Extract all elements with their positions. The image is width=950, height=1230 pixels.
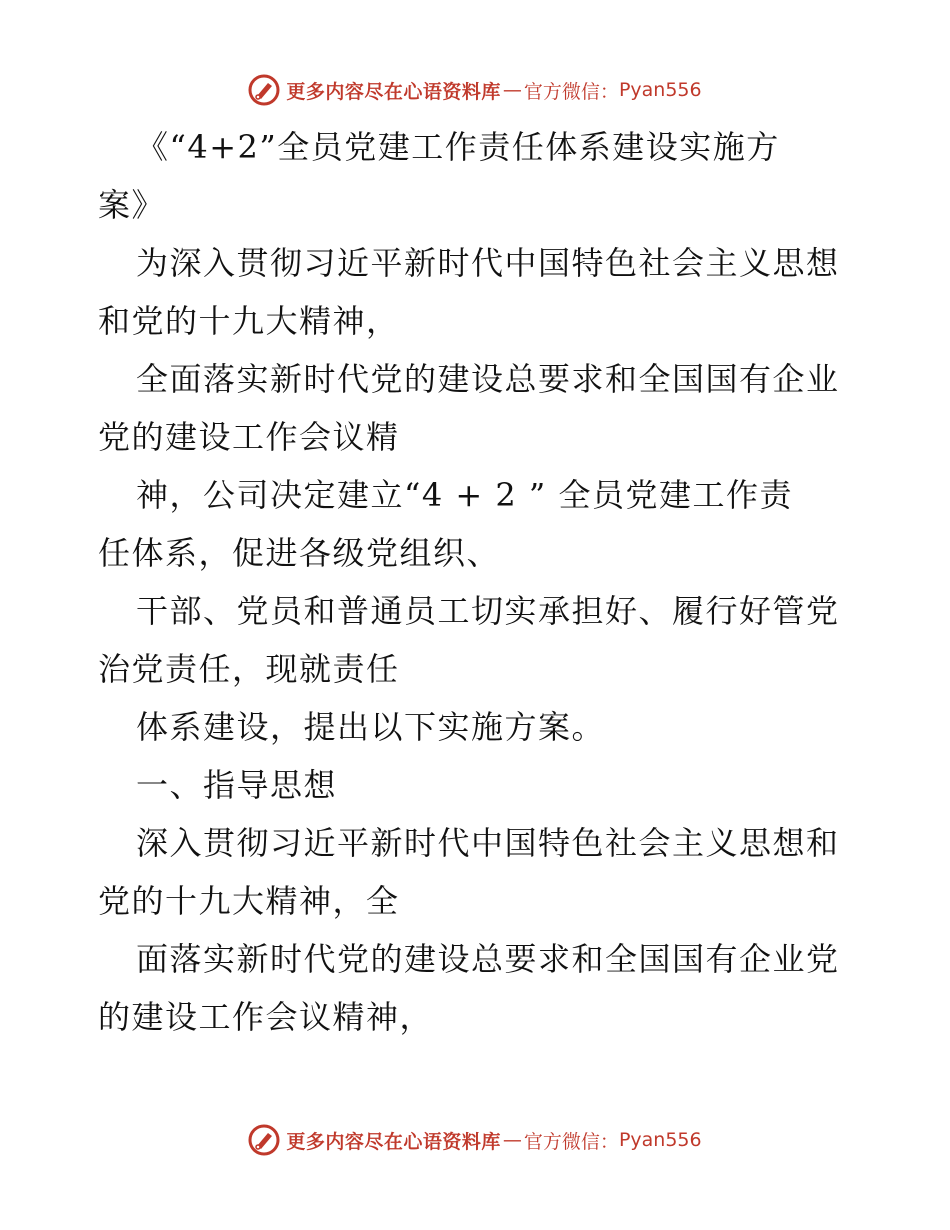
text-line: 体系建设，提出以下实施方案。 [136,708,606,746]
text-line: 党的建设工作会议精 [98,418,400,456]
logo-icon [248,1124,280,1156]
banner-wechat-label: 官方微信： [523,80,619,103]
text-line: 案》 [98,186,166,224]
text-line: 深入贯彻习近平新时代中国特色社会主义思想和 [136,824,840,862]
text-line: 任体系，促进各级党组织、 [98,534,501,572]
document-body [98,118,858,1046]
banner-main-text: 更多内容尽在心语资料库 [286,80,501,103]
text-line: 干部、党员和普通员工切实承担好、履行好管党 [136,592,840,630]
header-watermark-banner [0,72,950,108]
banner-main-text: 更多内容尽在心语资料库 [286,1130,501,1153]
banner-dash: — [502,79,522,101]
banner-wechat-label: 官方微信： [523,1130,619,1153]
banner-dash: — [502,1129,522,1151]
text-line: 《“4+2”全员党建工作责任体系建设实施方 [136,128,780,166]
text-line: 的建设工作会议精神， [98,998,434,1036]
text-line: 和党的十九大精神， [98,302,400,340]
text-line: 全面落实新时代党的建设总要求和全国国有企业 [136,360,840,398]
banner-wechat-id: Pyan556 [618,79,702,101]
text-line: 治党责任，现就责任 [98,650,400,688]
text-line: 面落实新时代党的建设总要求和全国国有企业党 [136,940,840,978]
text-line: 党的十九大精神，全 [98,882,400,920]
logo-icon [248,74,280,106]
text-line: 一、指导思想 [136,766,338,804]
text-line: 为深入贯彻习近平新时代中国特色社会主义思想 [136,244,840,282]
footer-watermark-banner [0,1122,950,1158]
banner-wechat-id: Pyan556 [618,1129,702,1151]
text-line: 神，公司决定建立“4 + 2 ” 全员党建工作责 [136,476,793,514]
